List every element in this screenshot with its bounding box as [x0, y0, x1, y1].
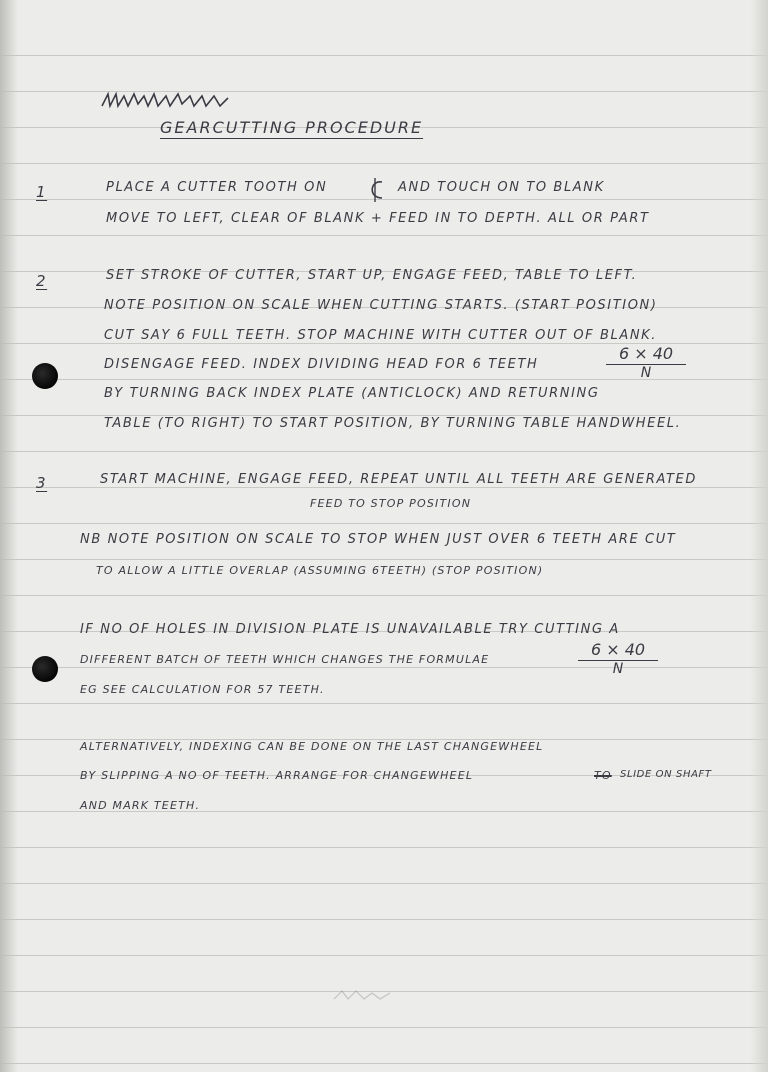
step-2-formula-numerator: 6 × 40: [606, 344, 686, 365]
step-2-formula-denominator: N: [640, 365, 652, 381]
page-title: GEARCUTTING PROCEDURE: [160, 118, 424, 137]
division-line-2: DIFFERENT BATCH OF TEETH WHICH CHANGES THE FORMULAE: [80, 653, 490, 666]
step-2-line-6: TABLE (TO RIGHT) TO START POSITION, BY TURNING TABLE HANDWHEEL.: [104, 416, 682, 431]
step-2-number: 2: [36, 272, 48, 290]
step-2-line-4: DISENGAGE FEED. INDEX DIVIDING HEAD FOR 6 TEETH: [104, 357, 539, 372]
step-2-line-1: SET STROKE OF CUTTER, START UP, ENGAGE FEED, TABLE TO LEFT.: [106, 268, 638, 283]
note-line-1: NB NOTE POSITION ON SCALE TO STOP WHEN JUST OVER 6 TEETH ARE CUT: [80, 532, 677, 547]
step-2-line-3: CUT SAY 6 FULL TEETH. STOP MACHINE WITH CUTTER OUT OF BLANK.: [104, 328, 657, 343]
paper-right-shadow: [750, 0, 768, 1072]
centerline-symbol: [366, 178, 388, 202]
faint-bleedthrough-mark: [330, 985, 400, 1005]
step-1-line-2: MOVE TO LEFT, CLEAR OF BLANK + FEED IN TO DEPTH. ALL OR PART: [106, 211, 650, 226]
step-2-line-2: NOTE POSITION ON SCALE WHEN CUTTING STARTS. (START POSITION): [104, 298, 658, 313]
step-1-line-1a: PLACE A CUTTER TOOTH ON: [106, 180, 328, 195]
paper-left-shadow: [0, 0, 18, 1072]
division-formula-numerator: 6 × 40: [578, 640, 658, 661]
alternative-line-3: AND MARK TEETH.: [80, 799, 201, 812]
note-line-2: TO ALLOW A LITTLE OVERLAP (ASSUMING 6TEETH) (STOP POSITION): [96, 564, 544, 577]
step-3-line-2: FEED TO STOP POSITION: [310, 497, 472, 510]
punch-hole-lower: [32, 656, 58, 682]
step-3-number: 3: [36, 474, 48, 492]
step-1-number: 1: [36, 183, 48, 201]
punch-hole-upper: [32, 363, 58, 389]
division-line-3: EG SEE CALCULATION FOR 57 TEETH.: [80, 683, 325, 696]
signature-scribble: [100, 88, 240, 112]
division-line-1: IF NO OF HOLES IN DIVISION PLATE IS UNAVAILABLE TRY CUTTING A: [80, 622, 620, 637]
alternative-line-2: BY SLIPPING A NO OF TEETH. ARRANGE FOR CHANGEWHEEL: [80, 769, 474, 782]
step-2-line-5: BY TURNING BACK INDEX PLATE (ANTICLOCK) AND RETURNING: [104, 386, 600, 401]
step-2-formula: [606, 344, 686, 381]
step-1-line-1b: AND TOUCH ON TO BLANK: [398, 180, 605, 195]
struck-word: TO: [594, 769, 612, 782]
alternative-line-1: ALTERNATIVELY, INDEXING CAN BE DONE ON THE LAST CHANGEWHEEL: [80, 740, 544, 753]
step-3-line-1: START MACHINE, ENGAGE FEED, REPEAT UNTIL ALL TEETH ARE GENERATED: [100, 472, 697, 487]
alternative-line-2b: SLIDE ON SHAFT: [620, 769, 712, 780]
division-formula: [578, 640, 658, 677]
division-formula-denominator: N: [612, 661, 624, 677]
